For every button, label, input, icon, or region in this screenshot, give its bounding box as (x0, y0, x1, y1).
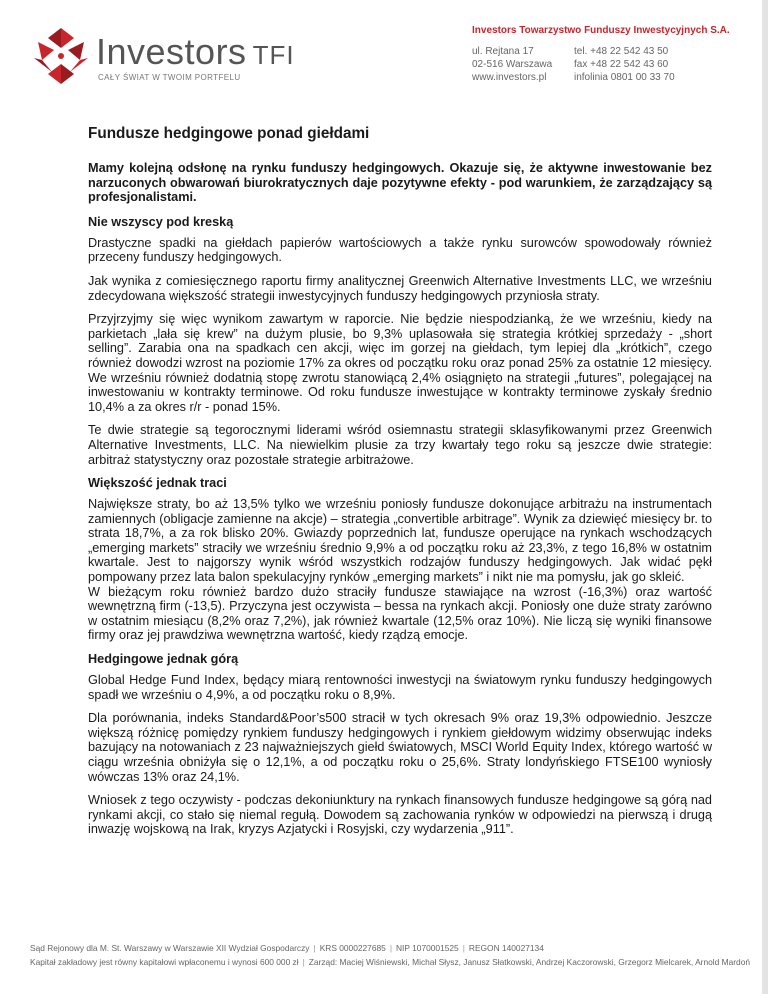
footer-board: Zarząd: Maciej Wiśniewski, Michał Słysz, Janusz Słatkowski, Andrzej Kaczorowski, Grzegorz Mielcarek, Arnold Mardoń (308, 957, 751, 967)
brand-suffix: TFI (252, 40, 295, 70)
article-lead: Mamy kolejną odsłonę na rynku funduszy hedgingowych. Okazuje się, że aktywne inwestowanie bez narzuconych obwarowań biurokratycznych daje pozytywne efekty - pod warunkiem, że zarządzający są profesjonalistami. (88, 161, 712, 205)
paragraph: Global Hedge Fund Index, będący miarą rentowności inwestycji na światowym rynku funduszy hedgingowych spadł we wrześniu o 4,9%, a od początku roku o 8,9%. (88, 673, 712, 702)
footer-krs: KRS 0000227685 (319, 943, 386, 953)
website-link[interactable]: www.investors.pl (472, 72, 547, 83)
legal-footer (30, 941, 751, 969)
footer-capital: Kapitał zakładowy jest równy kapitałowi wpłaconemu i wynosi 600 000 zł (30, 957, 299, 967)
address-city: 02-516 Warszawa (472, 59, 553, 70)
paragraph: Największe straty, bo aż 13,5% tylko we wrześniu poniosły fundusze dokonujące arbitrażu na instrumentach zamiennych (obligacje zamienne na akcje) – strategia „convertible arbitrage”. Wynik za dziewięć miesięcy br. to strata 18,7%, a za rok blisko 20%. Gwiazdy poprzednich lat, fundusze operujące na rynkach wschodzących „emerging markets” straciły we wrześniu średnio 9,9% a od początku roku aż 23,3%, z tego 16,8% w ostatnim kwartale. Jest to najgorszy wynik wśród wszystkich rodzajów funduszy hedgingowych. Jak widać pękł pompowany przez lata balon spekulacyjny rynków „emerging markets” i nikt nie ma pomysłu, jak go skleić. (88, 497, 712, 585)
contact-hotline: infolinia 0801 00 33 70 (574, 72, 675, 83)
brand-name (96, 31, 295, 73)
footer-separator: | (302, 957, 305, 967)
company-contact (574, 45, 675, 84)
footer-separator: | (313, 943, 316, 953)
investors-logo[interactable] (30, 28, 295, 84)
footer-separator: | (462, 943, 465, 953)
contact-phone: tel. +48 22 542 43 50 (574, 46, 669, 57)
article-body (88, 125, 712, 846)
brand-name-text: Investors (96, 31, 247, 72)
paragraph: Wniosek z tego oczywisty - podczas dekoniunktury na rynkach finansowych fundusze hedgingowe są górą nad rynkami akcji, co stało się niemal regułą. Dowodem są zachowania rynków w odpowiedzi na pierwszą i drugą inwazję wojskową na Irak, kryzys Azjatycki i Rosyjski, czy wydarzenia „911”. (88, 793, 712, 837)
investors-logo-mark-icon (30, 28, 92, 84)
section-heading-wiekszosc-traci: Większość jednak traci (88, 476, 227, 491)
right-edge-bar (762, 0, 768, 994)
brand-tagline: CAŁY ŚWIAT W TWOIM PORTFELU (98, 73, 241, 82)
paragraph: Jak wynika z comiesięcznego raportu firmy analitycznej Greenwich Alternative Investments LLC, we wrześniu zdecydowana większość strategii inwestycyjnych funduszy hedgingowych przyniosła straty. (88, 273, 712, 303)
footer-nip: NIP 1070001525 (396, 943, 459, 953)
paragraph: Drastyczne spadki na giełdach papierów wartościowych a także rynku surowców spowodowały również przeceny funduszy hedgingowych. (88, 235, 712, 265)
contact-fax: fax +48 22 542 43 60 (574, 59, 669, 70)
article-title: Fundusze hedgingowe ponad giełdami (88, 125, 370, 142)
footer-court: Sąd Rejonowy dla M. St. Warszawy w Warszawie XII Wydział Gospodarczy (30, 943, 310, 953)
footer-regon: REGON 140027134 (468, 943, 544, 953)
paragraph: Te dwie strategie są tegorocznymi liderami wśród osiemnastu strategii sklasyfikowanymi przez Greenwich Alternative Investments, LLC. Na niewielkim plusie za trzy kwartały tego roku są jeszcze dwie strategie: arbitraż statystyczny oraz pozostałe strategie arbitrażowe. (88, 423, 712, 467)
company-address (472, 45, 552, 84)
address-street: ul. Rejtana 17 (472, 46, 534, 57)
paragraph: Przyjrzyjmy się więc wynikom zawartym w raporcie. Nie będzie niespodzianką, że we wrześniu, kiedy na parkietach „lała się krew” na dużym plusie, bo 9,3% uplasowała się strategia krótkiej sprzedaży - „short selling”. Zarabia ona na spadkach cen akcji, więc im gorzej na giełdach, tym lepiej dla „krótkich”, czego również dowodzi wzrost na poziomie 17% za okres od początku roku oraz ponad 25% za ostatnie 12 miesięcy. We wrześniu również dodatnią stopę zwrotu stanowiącą 2,4% osiągnięto na strategii „futures”, polegającej na inwestowaniu w kontrakty terminowe. Od roku fundusze inwestujące w kontrakty terminowe zyskały średnio 10,4% a za okres r/r - ponad 15%. (88, 312, 712, 414)
footer-separator: | (389, 943, 392, 953)
section-heading-nie-wszyscy: Nie wszyscy pod kreską (88, 214, 234, 229)
paragraph: W bieżącym roku również bardzo dużo straciły fundusze stawiające na wzrost (-16,3%) oraz wartość wewnętrzną firm (-13,5). Przyczyna jest oczywista – bessa na rynkach akcji. Poniosły one duże straty zarówno w ostatnim miesiącu (8,2% oraz 7,2%), jak również kwartale (12,5% oraz 10%). Nie liczą się wyniki finansowe firmy oraz jej prawdziwa wewnętrzna wartość, kiedy rządzą emocje. (88, 584, 712, 643)
paragraph: Dla porównania, indeks Standard&Poor’s500 stracił w tych okresach 9% oraz 19,3% odpowiednio. Jeszcze większą różnicę pomiędzy rynkiem funduszy hedgingowych i rynkiem giełdowym widzimy obserwując indeks bazujący na notowaniach z 23 najważniejszych giełd światowych, MSCI World Equity Index, którego wartość w ciągu września obniżyła się o 12,1%, a od początku roku o 25,6%. Straty londyńskiego FTSE100 wyniosły wówczas 13% oraz 24,1%. (88, 711, 712, 784)
company-name: Investors Towarzystwo Funduszy Inwestycyjnych S.A. (472, 25, 730, 36)
section-heading-hedgingowe-gora: Hedgingowe jednak górą (88, 652, 239, 667)
